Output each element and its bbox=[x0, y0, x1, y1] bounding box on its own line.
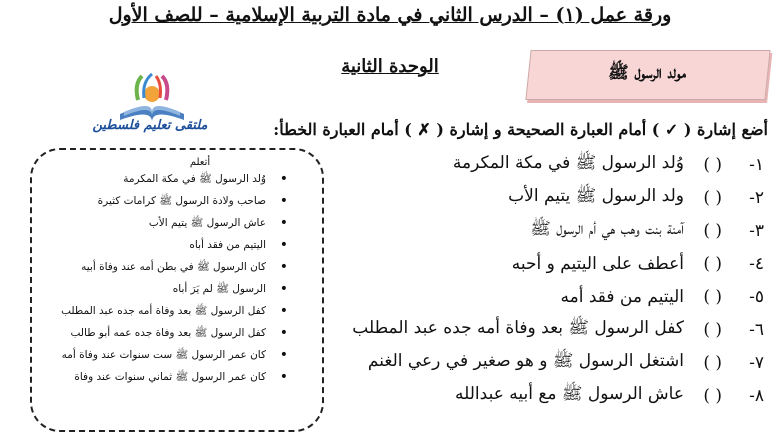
item-text: وُلد الرسول ﷺ في مكة المكرمة bbox=[452, 153, 684, 173]
item-number: ٧- bbox=[749, 352, 764, 373]
worksheet-title: ورقة عمل (١) – الدرس الثاني في مادة التربية الإسلامية – للصف الأول bbox=[108, 4, 672, 26]
instructions: أضع إشارة ( ✓ ) أمام العبارة الصحيحة و إشارة ( ✗ ) أمام العبارة الخطأ: bbox=[273, 120, 768, 139]
item-text: عاش الرسول ﷺ مع أبيه عبدالله bbox=[455, 384, 684, 404]
list-item bbox=[334, 280, 764, 313]
list-item bbox=[334, 247, 764, 280]
list-item bbox=[334, 346, 764, 379]
item-number: ٥- bbox=[749, 286, 764, 307]
list-item bbox=[334, 181, 764, 214]
item-number: ٨- bbox=[749, 385, 764, 406]
list-item: • كفل الرسول ﷺ بعد وفاة أمه جده عبد المطلب bbox=[32, 304, 288, 318]
learn-box-title: أتعلم bbox=[189, 157, 211, 168]
list-item: • كان عمر الرسول ﷺ ثماني سنوات عند وفاة bbox=[32, 370, 288, 384]
list-item: • كان الرسول ﷺ في بطن أمه عند وفاة أبيه bbox=[32, 260, 288, 274]
answer-blank: ( ) bbox=[703, 286, 722, 307]
answer-blank: ( ) bbox=[703, 319, 722, 340]
true-false-list bbox=[334, 148, 764, 412]
list-item bbox=[334, 148, 764, 181]
item-number: ٢- bbox=[749, 187, 764, 208]
item-text: اشتغل الرسول ﷺ و هو صغير في رعي الغنم bbox=[367, 351, 684, 371]
answer-blank: ( ) bbox=[703, 253, 722, 274]
lesson-banner-title: مولد الرسول ﷺ bbox=[608, 63, 686, 83]
item-number: ٣- bbox=[749, 220, 764, 241]
item-number: ٤- bbox=[749, 253, 764, 274]
list-item: • عاش الرسول ﷺ يتيم الأب bbox=[32, 216, 288, 230]
item-text: أعطف على اليتيم و أحبه bbox=[511, 253, 684, 274]
list-item: • اليتيم من فقد أباه bbox=[32, 238, 288, 252]
item-text: كفل الرسول ﷺ بعد وفاة أمه جده عبد المطلب bbox=[352, 318, 684, 338]
item-text: ولد الرسول ﷺ يتيم الأب bbox=[508, 186, 684, 206]
book-logo-icon bbox=[112, 70, 192, 124]
list-item: • كان عمر الرسول ﷺ ست سنوات عند وفاة أمه bbox=[32, 348, 288, 362]
answer-blank: ( ) bbox=[703, 385, 722, 406]
list-item: • الرسول ﷺ لم يَرَ أباه bbox=[32, 282, 288, 296]
unit-title: الوحدة الثانية bbox=[341, 56, 439, 77]
answer-blank: ( ) bbox=[703, 154, 722, 175]
item-number: ٦- bbox=[749, 319, 764, 340]
learn-box-list bbox=[32, 172, 288, 392]
item-text: اليتيم من فقد أمه bbox=[560, 286, 684, 307]
list-item bbox=[334, 214, 764, 247]
list-item bbox=[334, 313, 764, 346]
list-item bbox=[334, 379, 764, 412]
item-text: آمنة بنت وهب هي أم الرسول ﷺ bbox=[530, 219, 684, 239]
list-item: • كفل الرسول ﷺ بعد وفاة جده عمه أبو طالب bbox=[32, 326, 288, 340]
item-number: ١- bbox=[749, 154, 764, 175]
list-item: • وُلد الرسول ﷺ في مكة المكرمة bbox=[32, 172, 288, 186]
answer-blank: ( ) bbox=[703, 352, 722, 373]
answer-blank: ( ) bbox=[703, 187, 722, 208]
list-item: • صاحب ولادة الرسول ﷺ كرامات كثيرة bbox=[32, 194, 288, 208]
answer-blank: ( ) bbox=[703, 220, 722, 241]
logo-caption: ملتقى تعليم فلسطين bbox=[92, 118, 208, 133]
